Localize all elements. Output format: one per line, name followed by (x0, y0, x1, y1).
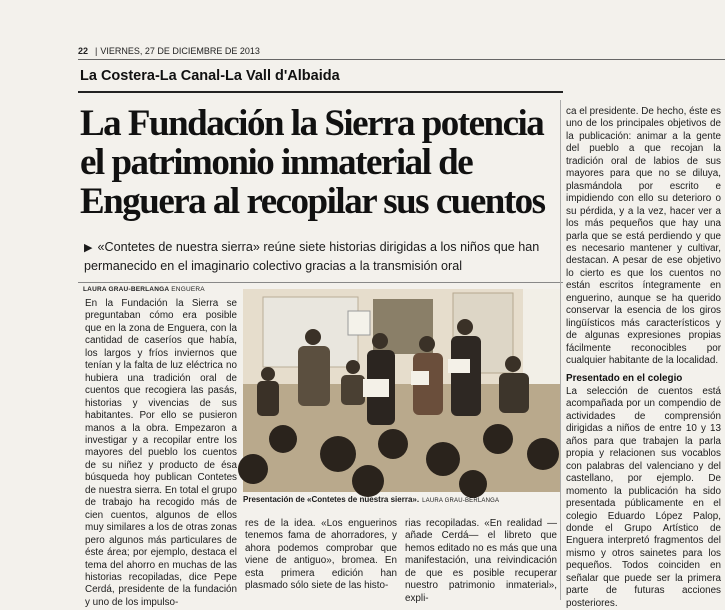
byline-place: ENGUERA (171, 286, 205, 293)
photo-credit: LAURA GRAU-BERLANGA (422, 498, 500, 504)
section-rule (78, 91, 563, 93)
deck-text: «Contetes de nuestra sierra» reúne siete historias dirigidas a los niños que han permanecido en el imaginario colectivo gracias a la transmisión oral (84, 240, 540, 273)
page-header: 22 | VIERNES, 27 DE DICIEMBRE DE 2013 (78, 46, 260, 56)
body-column-1 (85, 298, 237, 608)
body-column-2 (245, 518, 397, 600)
section-title: La Costera-La Canal-La Vall d'Albaida (80, 68, 340, 84)
deck (84, 238, 562, 275)
article-photo (243, 289, 560, 492)
body-text-col1: En la Fundación la Sierra se preguntaban cómo era posible que en la zona de Enguera, con la cantidad de caseríos que había, los largos y fríos inviernos que tenían y la falta de luz eléctrica no hubiera una tradición oral de cuentos que recogiera las pasás, historias y vivencias de sus habitantes. Por ello se pusieron manos a la obra. Empezaron a investigar y a recopilar entre los mayores del pueblo los cuentos de su niñez y producto de ésa búsqueda hoy publican Contetes de nuestra sierra. En total el grupo de trabajo ha recogido más de cien cuentos, algunos de ellos muy similares a los de otras zonas pero algunos más particulares de éste área; por ejemplo, destaca el tema del ahorro en muchas de las historias recopiladas, dice Pepe Cerdá, presidente de la fundación y uno de los impulso- (85, 298, 237, 608)
byline-author: LAURA GRAU-BERLANGA (83, 286, 170, 293)
body-column-4-bottom (566, 386, 721, 609)
header-rule (78, 59, 725, 60)
photo-illustration (243, 289, 560, 492)
body-text-col2: res de la idea. «Los enguerinos tenemos fama de ahorradores, y ahora podemos comprobar que viene de antiguo», bromea. En esta primera edición han plasmado sólo siete de las histo- (245, 518, 397, 592)
body-column-4-top (566, 106, 721, 367)
subheading: Presentado en el colegio (566, 373, 683, 384)
photo-caption (243, 495, 560, 504)
page-number: 22 (78, 46, 89, 56)
body-text-col4a: ca el presidente. De hecho, éste es uno de los principales objetivos de la publicación: animar a la gente del pueblo a que recojan la tradición oral de labios de sus mayores para que no se diluya, plasmándola por escrito e impidiendo con ello su deterioro o su pérdida, y a la vez, hacer ver a los más pequeños que hay una parla que se está perdiendo y que es necesario mantener y cultivar, destacan. A pesar de ese objetivo lo cierto es que los cuentos no están escritos íntegramente en enguerino, aunque se ha querido conservar la esencia de los giros lingüísticos más característicos y de algunas expresiones propias fácilmente reconocibles por cualquier habitante de la localidad. (566, 106, 721, 367)
headline: La Fundación la Sierra potencia el patrimonio inmaterial de Enguera al recopilar sus cuentos (80, 103, 545, 222)
bullet-arrow-icon: ▶ (84, 242, 93, 254)
deck-rule (78, 282, 563, 283)
body-text-col3: rias recopiladas. «En realidad —añade Cerdá— el libreto que hemos editado no es más que una manifestación, una reivindicación de que es posible recuperar nuestro patrimonio inmaterial», expli- (405, 518, 557, 604)
column-divider (560, 100, 561, 600)
byline (83, 286, 205, 293)
body-text-col4b: La selección de cuentos está acompañada por un compendio de actividades de comprensión dirigidas a niños de entre 10 y 13 años para que trabajen la parla propia y relacionen sus vocablos con palabras del valenciano y del castellano, por ejemplo. De momento la publicación ha sido presentada públicamente en el colegio Eduardo López Palop, donde el Grupo Artístico de Enguera interpretó fragmentos del mismo y otros sainetes para los pequeños. Todos coinciden en señalar que puede ser la primera parte de futuras acciones posteriores. (566, 386, 721, 609)
body-column-3 (405, 518, 557, 604)
issue-date: VIERNES, 27 DE DICIEMBRE DE 2013 (100, 46, 260, 56)
caption-text: Presentación de «Contetes de nuestra sierra». (243, 495, 420, 504)
